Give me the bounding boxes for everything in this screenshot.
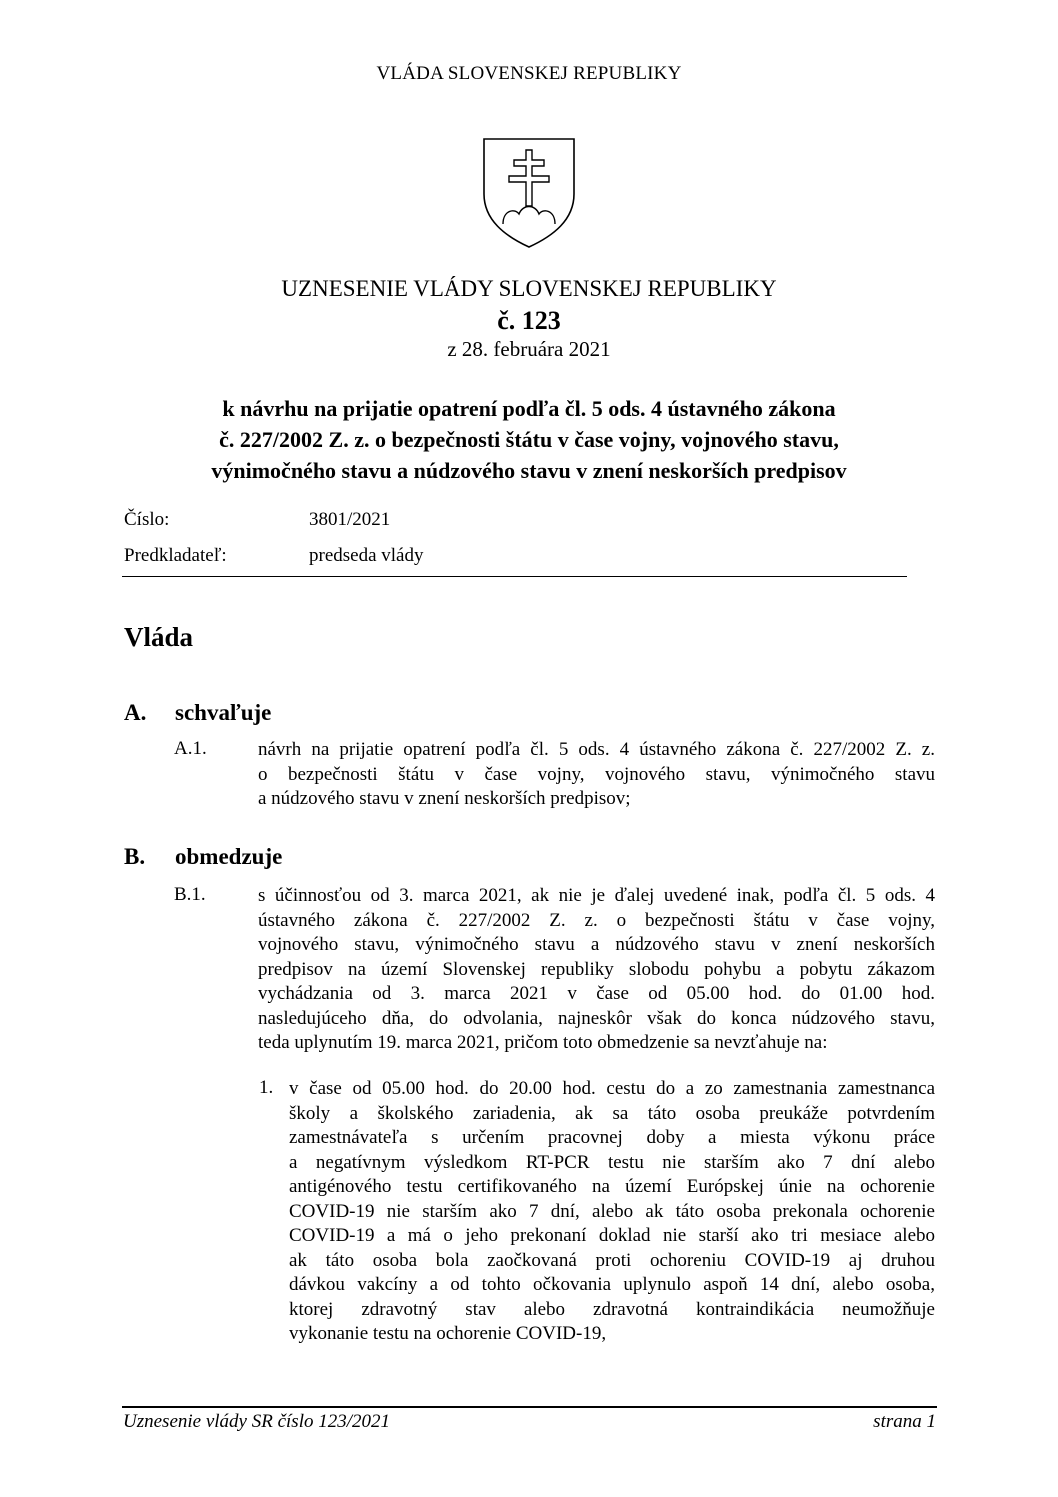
paragraph-line: vojnového stavu, výnimočného stavu a núdzového stavu v znení neskorších <box>258 934 935 955</box>
item-b1-text <box>258 884 935 1056</box>
paragraph-line: dávkou vakcíny a od tohto očkovania uplynulo aspoň 14 dní, alebo osoba, <box>289 1274 935 1295</box>
paragraph-line: predpisov na území Slovenskej republiky slobodu pohybu a pobytu zákazom <box>258 958 935 980</box>
section-a-letter: A. <box>124 700 147 725</box>
paragraph-line: ktorej zdravotný stav alebo zdravotná kontraindikácia neumožňuje <box>289 1298 935 1320</box>
footer-document-name: Uznesenie vlády SR číslo 123/2021 <box>123 1411 391 1432</box>
item-b1-number: B.1. <box>174 884 206 905</box>
paragraph-line: a negatívnym výsledkom RT-PCR testu nie starším ako 7 dní alebo <box>289 1151 935 1173</box>
subject-line: č. 227/2002 Z. z. o bezpečnosti štátu v čase vojny, vojnového stavu, <box>219 427 839 452</box>
paragraph-line: a núdzového stavu v znení neskorších predpisov; <box>258 788 631 809</box>
paragraph-line: ústavného zákona č. 227/2002 Z. z. o bezpečnosti štátu v čase vojny, <box>258 909 935 931</box>
section-b-letter: B. <box>124 844 146 869</box>
paragraph-line: COVID-19 a má o jeho prekonaní doklad nie starší ako tri mesiace alebo <box>289 1225 935 1246</box>
paragraph-line: s účinnosťou od 3. marca 2021, ak nie je ďalej uvedené inak, podľa čl. 5 ods. 4 <box>258 885 935 906</box>
number-value: 3801/2021 <box>309 509 391 530</box>
footer-page-number: strana 1 <box>873 1411 936 1432</box>
paragraph-line: nasledujúceho dňa, do odvolania, najneskôr však do konca núdzového stavu, <box>258 1007 935 1029</box>
resolution-date: z 28. februára 2021 <box>447 337 611 361</box>
meta-divider <box>122 576 907 577</box>
paragraph-line: školy a školského zariadenia, ak sa táto osoba preukáže potvrdením <box>289 1102 935 1124</box>
section-a-title: schvaľuje <box>175 700 272 725</box>
slovak-coat-of-arms-icon <box>481 136 577 250</box>
paragraph-line: návrh na prijatie opatrení podľa čl. 5 ods. 4 ústavného zákona č. 227/2002 Z. z. <box>258 739 935 760</box>
paragraph-line: v čase od 05.00 hod. do 20.00 hod. cestu do a zo zamestnania zamestnanca <box>289 1078 935 1099</box>
section-b-title: obmedzuje <box>175 844 283 869</box>
sub-item-1-text <box>289 1077 935 1347</box>
paragraph-line: COVID-19 nie starším ako 7 dní, alebo ak táto osoba prekonala ochorenie <box>289 1200 935 1222</box>
resolution-number: č. 123 <box>497 306 561 335</box>
sub-item-1-number: 1. <box>259 1077 274 1098</box>
subject-line: výnimočného stavu a núdzového stavu v znení neskorších predpisov <box>211 458 847 483</box>
paragraph-line: zamestnávateľa s určením pracovnej doby a miesta výkonu práce <box>289 1127 935 1148</box>
submitter-label: Predkladateľ: <box>124 545 227 566</box>
paragraph-line: ak táto osoba bola zaočkovaná proti ochoreniu COVID-19 aj druhou <box>289 1249 935 1271</box>
paragraph-line: antigénového testu certifikovaného na území Európskej únie na ochorenie <box>289 1176 935 1197</box>
subject-line: k návrhu na prijatie opatrení podľa čl. 5 ods. 4 ústavného zákona <box>222 396 836 421</box>
resolution-title: UZNESENIE VLÁDY SLOVENSKEJ REPUBLIKY <box>281 276 777 301</box>
paragraph-line: o bezpečnosti štátu v čase vojny, vojnového stavu, výnimočného stavu <box>258 763 935 785</box>
number-label: Číslo: <box>124 509 170 530</box>
item-a1-text <box>258 738 935 812</box>
submitter-value: predseda vlády <box>309 545 424 566</box>
footer-divider <box>122 1406 937 1408</box>
paragraph-line: vychádzania od 3. marca 2021 v čase od 05.00 hod. do 01.00 hod. <box>258 983 935 1004</box>
item-a1-number: A.1. <box>174 738 207 759</box>
paragraph-line: vykonanie testu na ochorenie COVID-19, <box>289 1323 607 1344</box>
body-heading: Vláda <box>124 622 194 652</box>
resolution-subject <box>0 393 1058 486</box>
government-header: VLÁDA SLOVENSKEJ REPUBLIKY <box>376 63 682 84</box>
paragraph-line: teda uplynutím 19. marca 2021, pričom toto obmedzenie sa nevzťahuje na: <box>258 1032 828 1053</box>
